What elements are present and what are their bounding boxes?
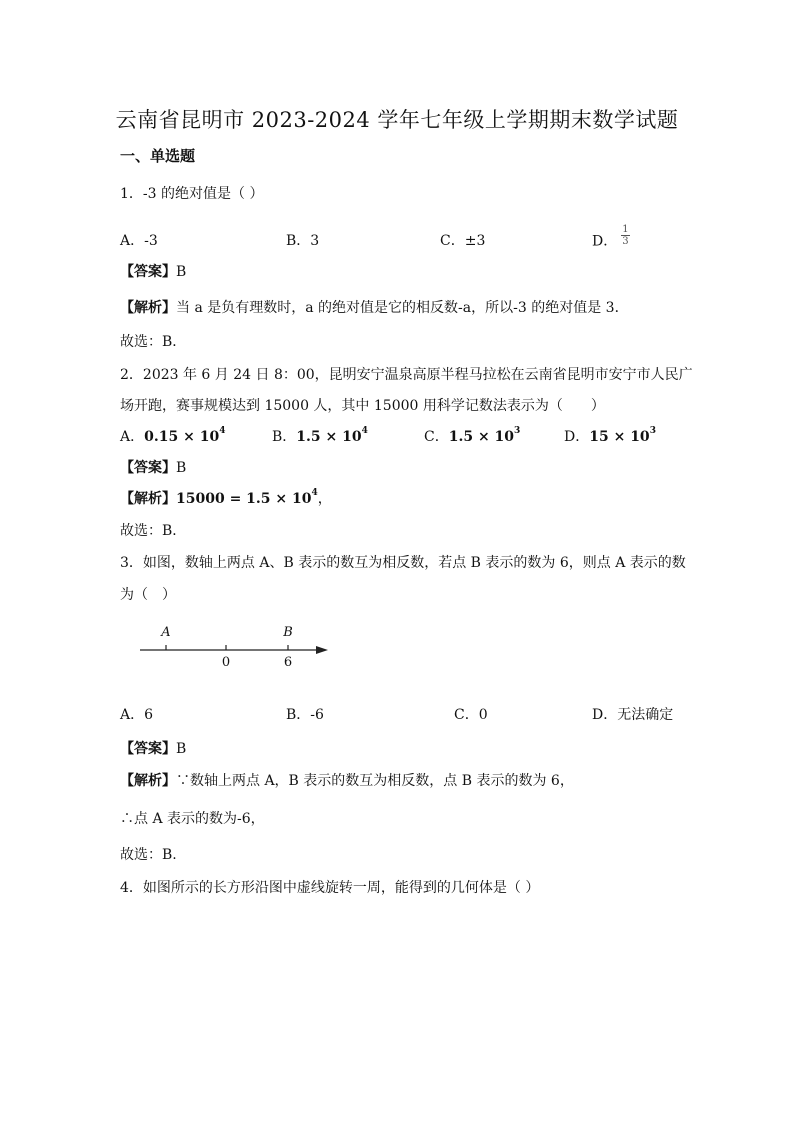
q4-stem: 4．如图所示的长方形沿图中虚线旋转一周，能得到的几何体是（ ） xyxy=(120,880,540,896)
q3-option-c: C．0 xyxy=(454,707,488,723)
axis-arrow xyxy=(316,646,328,654)
q1-analysis: 【解析】当 a 是负有理数时，a 的绝对值是它的相反数-a，所以-3 的绝对值是 3． xyxy=(120,300,629,316)
point-label-b: B xyxy=(283,625,293,640)
q3-conclusion: 故选：B. xyxy=(120,847,177,863)
q1-option-b: B．3 xyxy=(286,233,320,249)
q3-option-b: B．-6 xyxy=(286,707,324,723)
q1-answer: 【答案】B xyxy=(120,264,187,280)
q2-option-a: A．$0.15 \times 10^4$ xyxy=(120,426,226,445)
q2-stem-line2: 场开跑，赛事规模达到 15000 人，其中 15000 用科学记数法表示为（ ） xyxy=(120,398,605,414)
q3-stem-line1: 3．如图，数轴上两点 A、B 表示的数互为相反数，若点 B 表示的数为 6，则点 A 表示的数 xyxy=(120,555,686,571)
tick-label-0: 0 xyxy=(221,655,231,670)
q3-option-a: A．6 xyxy=(120,707,154,723)
q3-stem-line2: 为（ ） xyxy=(120,587,176,603)
q2-answer: 【答案】B xyxy=(120,460,187,476)
q2-option-d: D．$15 \times 10^3$ xyxy=(564,426,656,445)
q1-conclusion: 故选：B． xyxy=(120,334,187,350)
q3-analysis: 【解析】∵数轴上两点 A，B 表示的数互为相反数，点 B 表示的数为 6， xyxy=(120,773,574,789)
q2-stem-line1: 2．2023 年 6 月 24 日 8：00，昆明安宁温泉高原半程马拉松在云南省昆明市安宁市人民广 xyxy=(120,367,693,383)
q2-analysis: 【解析】$15000 = 1.5 \times 10^4$， xyxy=(120,488,332,507)
point-label-a: A xyxy=(161,625,171,640)
q2-conclusion: 故选：B． xyxy=(120,523,187,539)
q1-option-c: C．±3 xyxy=(440,233,486,249)
q3-option-d: D．无法确定 xyxy=(592,707,674,723)
page-title: 云南省昆明市 2023-2024 学年七年级上学期期末数学试题 xyxy=(115,108,679,132)
fraction-one-third: $\frac{1}{3}$ xyxy=(622,224,629,247)
q3-therefore: ∴点 A 表示的数为-6， xyxy=(120,811,265,827)
q3-answer: 【答案】B xyxy=(120,741,187,757)
q2-option-c: C．$1.5 \times 10^3$ xyxy=(424,426,521,445)
tick-label-6: 6 xyxy=(283,655,293,670)
section-heading: 一、单选题 xyxy=(120,147,196,165)
q1-option-d: D． $\frac{1}{3}$ xyxy=(592,224,629,250)
q1-stem: 1．-3 的绝对值是（ ） xyxy=(120,186,264,202)
number-line-figure xyxy=(130,618,340,674)
q1-option-a: A．-3 xyxy=(120,233,158,249)
q2-option-b: B．$1.5 \times 10^4$ xyxy=(272,426,368,445)
